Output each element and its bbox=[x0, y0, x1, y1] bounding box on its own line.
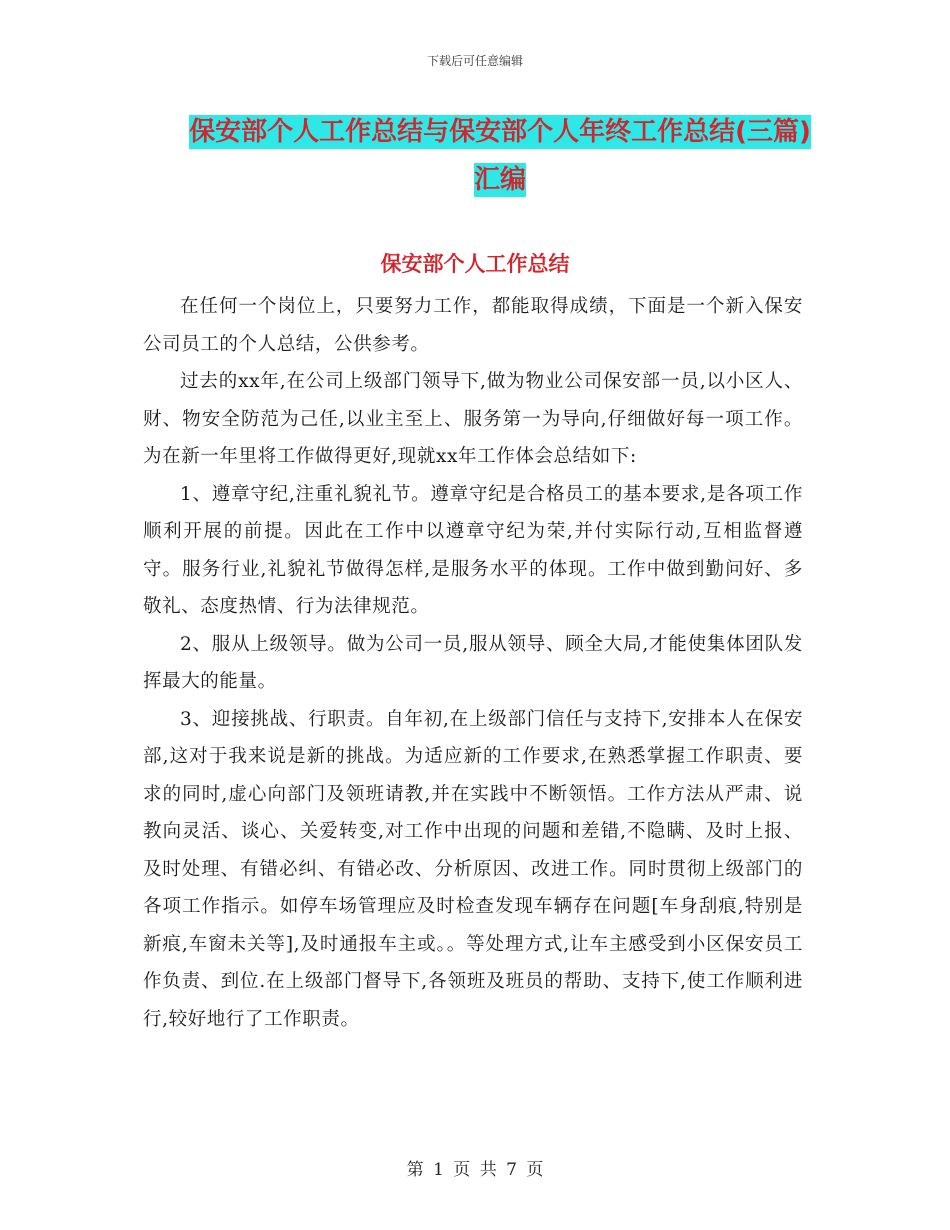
page-footer: 第 1 页 共 7 页 bbox=[406, 1160, 544, 1180]
document-title bbox=[180, 108, 820, 204]
header-note: 下载后可任意编辑 bbox=[426, 54, 523, 68]
body-text bbox=[143, 288, 803, 1038]
paragraph: 过去的xx年,在公司上级部门领导下,做为物业公司保安部一员,以小区人、财、物安全防范为己任,以业主至上、服务第一为导向,仔细做好每一项工作。为在新一年里将工作做得更好,现就xx年工作体会总结如下: bbox=[143, 371, 803, 467]
paragraph: 在任何一个岗位上，只要努力工作，都能取得成绩，下面是一个新入保安公司员工的个人总结，公供参考。 bbox=[143, 296, 803, 355]
paragraph: 1、遵章守纪,注重礼貌礼节。遵章守纪是合格员工的基本要求,是各项工作顺利开展的前提。因此在工作中以遵章守纪为荣,并付实际行动,互相监督遵守。服务行业,礼貌礼节做得怎样,是服务水平的体现。工作中做到勤问好、多敬礼、态度热情、行为法律规范。 bbox=[143, 483, 803, 617]
paragraph: 3、迎接挑战、行职责。自年初,在上级部门信任与支持下,安排本人在保安部,这对于我来说是新的挑战。为适应新的工作要求,在熟悉掌握工作职责、要求的同时,虚心向部门及领班请教,并在实践中不断领悟。工作方法从严肃、说教向灵活、谈心、关爱转变,对工作中出现的问题和差错,不隐瞒、及时上报、及时处理、有错必纠、有错必改、分析原因、改进工作。同时贯彻上级部门的各项工作指示。如停车场管理应及时检查发现车辆存在问题[车身刮痕,特别是新痕,车窗未关等],及时通报车主或。。等处理方式,让车主感受到小区保安员工作负责、到位.在上级部门督导下,各领班及班员的帮助、支持下,使工作顺利进行,较好地行了工作职责。 bbox=[143, 708, 803, 1030]
paragraph: 2、服从上级领导。做为公司一员,服从领导、顾全大局,才能使集体团队发挥最大的能量。 bbox=[143, 633, 803, 692]
document-title-text: 保安部个人工作总结与保安部个人年终工作总结(三篇)汇编 bbox=[189, 117, 811, 195]
section-title: 保安部个人工作总结 bbox=[380, 252, 570, 276]
